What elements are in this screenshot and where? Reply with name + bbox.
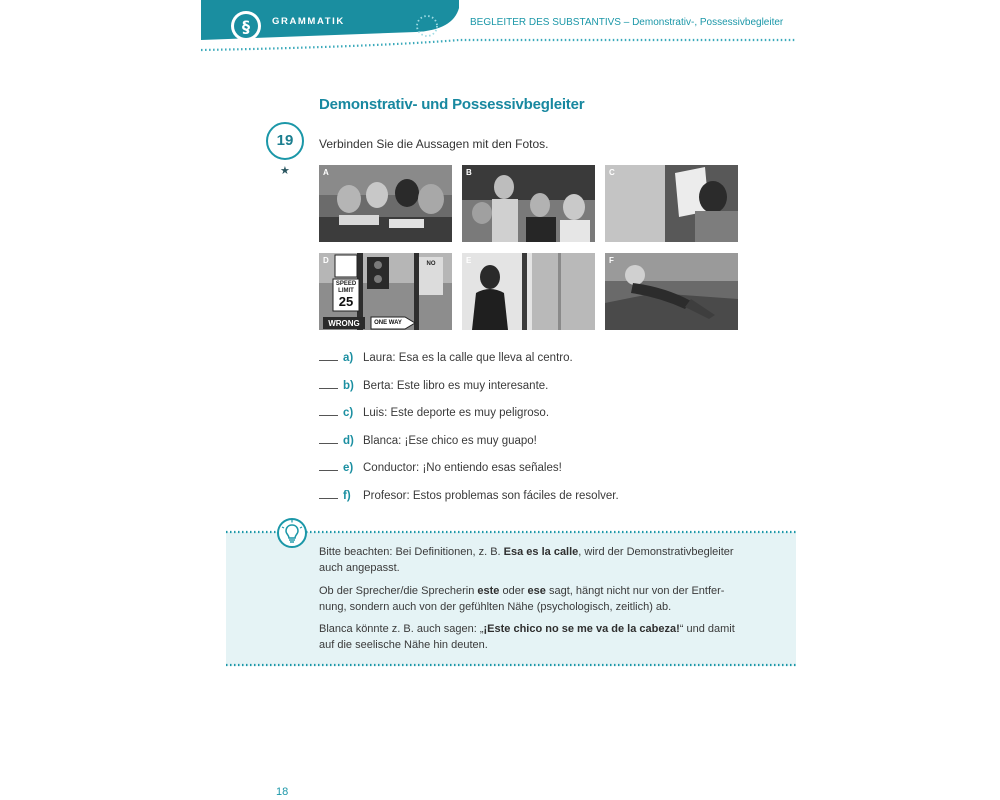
photo-label-b: B	[466, 168, 472, 177]
tip-paragraph-3: Blanca könnte z. B. auch sagen: „¡Este chico no se me va de la cabeza!“ und damit auf die seelische Nähe hin deuten.	[319, 623, 735, 651]
item-text: Laura: Esa es la calle que lleva al centro.	[363, 352, 573, 364]
exercise-instruction: Verbinden Sie die Aussagen mit den Fotos.	[319, 137, 549, 151]
lightbulb-icon	[276, 517, 308, 549]
answer-blank[interactable]	[319, 360, 338, 361]
svg-text:§: §	[242, 17, 250, 36]
item-letter: d)	[343, 435, 354, 447]
photo-label-f: F	[609, 256, 614, 265]
photo-label-d: D	[323, 256, 329, 265]
answer-blank[interactable]	[319, 443, 338, 444]
list-item	[319, 407, 549, 419]
answer-blank[interactable]	[319, 470, 338, 471]
photo-c	[605, 165, 738, 242]
dotted-circle-decoration	[414, 13, 440, 39]
header-dotted-rule	[201, 30, 801, 54]
page-number: 18	[276, 786, 289, 798]
sign-one-way: ONE WAY	[374, 320, 402, 326]
sign-no: NO	[426, 261, 436, 267]
item-letter: c)	[343, 407, 354, 419]
answer-blank[interactable]	[319, 498, 338, 499]
list-item	[319, 462, 562, 474]
tip-example-phrase: Esa es la calle	[503, 546, 579, 558]
exercise-number-badge: 19	[266, 122, 304, 160]
list-item	[319, 352, 573, 364]
item-letter: a)	[343, 352, 354, 364]
photo-f	[605, 253, 738, 330]
tip-box-top-border	[226, 530, 797, 534]
sign-speed: SPEED	[335, 281, 357, 287]
tip-example-sentence: ¡Este chico no se me va de la cabeza!	[483, 623, 680, 635]
tip-word-ese: ese	[527, 585, 546, 597]
photo-b	[462, 165, 595, 242]
tip-paragraph-2: Ob der Sprecher/die Sprecherin este oder ese sagt, hängt nicht nur von der Entfer- nung, sondern auch von der gefühlten Nähe (psychologisch, zeitlich) ab.	[319, 585, 725, 613]
sign-speed-value: 25	[338, 294, 354, 309]
item-text: Conductor: ¡No entiendo esas señales!	[363, 462, 562, 474]
sign-limit: LIMIT	[338, 288, 354, 294]
answer-blank[interactable]	[319, 388, 338, 389]
item-text: Blanca: ¡Ese chico es muy guapo!	[363, 435, 537, 447]
item-letter: b)	[343, 380, 354, 392]
sign-wrong: WRONG	[328, 319, 360, 328]
item-text: Berta: Este libro es muy interesante.	[363, 380, 549, 392]
item-text: Profesor: Estos problemas son fáciles de resolver.	[363, 490, 619, 502]
breadcrumb: BEGLEITER DES SUBSTANTIVS – Demonstrativ-, Possessivbegleiter	[470, 17, 784, 28]
page-title: Demonstrativ- und Possessivbegleiter	[319, 96, 585, 113]
item-text: Luis: Este deporte es muy peligroso.	[363, 407, 550, 419]
section-label: GRAMMATIK	[272, 16, 345, 27]
photo-label-e: E	[466, 256, 472, 265]
item-letter: f)	[343, 490, 351, 502]
photo-d	[319, 253, 452, 330]
tip-box-bottom-border	[226, 663, 797, 667]
photo-label-a: A	[323, 168, 329, 177]
list-item	[319, 435, 537, 447]
list-item	[319, 380, 548, 392]
photo-a	[319, 165, 452, 242]
photo-label-c: C	[609, 168, 615, 177]
paragraph-icon	[227, 7, 265, 45]
difficulty-star-icon: ★	[280, 165, 290, 177]
photo-e	[462, 253, 595, 330]
tip-paragraph-1: Bitte beachten: Bei Definitionen, z. B. Esa es la calle, wird der Demonstrativbegleiter auch angepasst.	[319, 546, 734, 574]
tip-word-este: este	[477, 585, 500, 597]
answer-blank[interactable]	[319, 415, 338, 416]
item-letter: e)	[343, 462, 354, 474]
list-item	[319, 490, 619, 502]
